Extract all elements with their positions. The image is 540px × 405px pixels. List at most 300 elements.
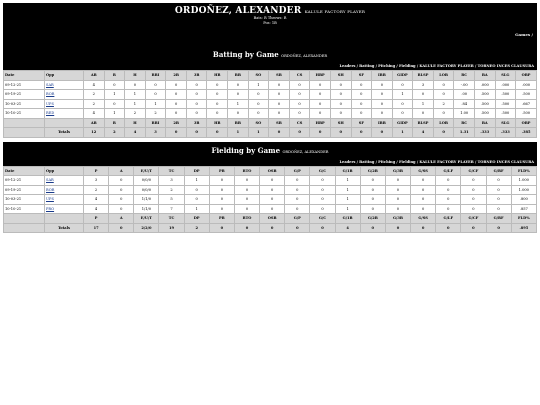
stat-cell: 0 — [207, 99, 228, 109]
stat-cell: .500 — [495, 90, 516, 100]
opponent-link[interactable]: UPS — [45, 195, 84, 205]
stat-cell: 0 — [234, 176, 259, 186]
stat-cell: .500 — [516, 90, 537, 100]
stat-cell: 0 — [486, 195, 511, 205]
total-cell: 0 — [234, 223, 259, 233]
column-header: Opp — [45, 71, 84, 81]
column-header: PB — [209, 166, 234, 176]
stat-cell: 0 — [209, 195, 234, 205]
stat-cell: 1 — [104, 109, 125, 119]
column-header: G/3B — [385, 214, 410, 224]
stat-cell: 1.000 — [511, 176, 536, 186]
game-date: 09-19-21 — [4, 185, 45, 195]
column-header: BA — [474, 118, 495, 128]
stat-cell: 0 — [104, 80, 125, 90]
table-row — [4, 195, 537, 205]
stat-cell: 1 — [335, 204, 360, 214]
total-cell: 0 — [372, 128, 393, 138]
column-header: LOB — [433, 71, 454, 81]
stat-cell: 0 — [310, 204, 335, 214]
stat-cell: .00 — [454, 90, 475, 100]
stat-cell: 2 — [145, 109, 166, 119]
table-row — [4, 204, 537, 214]
column-header: RLSP — [413, 118, 434, 128]
stat-cell: 0 — [413, 109, 434, 119]
stat-cell: 0 — [310, 109, 331, 119]
column-header: G/SS — [411, 214, 436, 224]
stat-cell: 0 — [392, 99, 413, 109]
stat-cell: .000 — [474, 80, 495, 90]
totals-label: Totals — [45, 128, 84, 138]
stat-cell: 0 — [360, 195, 385, 205]
game-date: 09-12-21 — [4, 176, 45, 186]
stat-cell: 0 — [269, 80, 290, 90]
total-cell — [4, 223, 45, 233]
column-header: RC — [454, 71, 475, 81]
stat-cell: 0 — [330, 109, 351, 119]
stat-cell: 0 — [166, 109, 187, 119]
stat-cell: 1 — [228, 99, 249, 109]
stat-cell: .84 — [454, 99, 475, 109]
stat-cell: 0 — [351, 80, 372, 90]
column-header: G/2B — [360, 166, 385, 176]
stat-cell: 0 — [411, 204, 436, 214]
column-header: SF — [351, 118, 372, 128]
stat-cell: .500 — [495, 109, 516, 119]
stat-cell: 0 — [486, 204, 511, 214]
stat-cell: 1 — [248, 80, 269, 90]
column-header: Date — [4, 71, 45, 81]
stat-cell: 0 — [145, 80, 166, 90]
stat-cell: 1 — [392, 90, 413, 100]
column-header: OSB — [260, 166, 285, 176]
stat-cell: 0 — [260, 185, 285, 195]
column-header: TC — [159, 166, 184, 176]
stat-cell: 0 — [289, 99, 310, 109]
stat-cell: 0 — [310, 195, 335, 205]
column-header: GIDP — [392, 118, 413, 128]
stat-cell: 1.00 — [454, 109, 475, 119]
column-header: G/LF — [436, 166, 461, 176]
column-header: G/1B — [335, 166, 360, 176]
stat-cell: 0 — [289, 109, 310, 119]
game-date: 10-10-21 — [4, 109, 45, 119]
stat-cell: 0 — [248, 99, 269, 109]
stat-cell: 7 — [159, 204, 184, 214]
column-header: FLD% — [511, 166, 536, 176]
column-header: G/P — [285, 166, 310, 176]
stat-cell: 0 — [207, 80, 228, 90]
table-row — [4, 90, 537, 100]
games-link[interactable]: Games / — [515, 32, 533, 37]
column-header: 2B — [166, 71, 187, 81]
column-header: P — [84, 214, 109, 224]
game-date: 09-19-21 — [4, 90, 45, 100]
column-header: SB — [269, 118, 290, 128]
opponent-link[interactable]: SAR — [45, 80, 84, 90]
table-row — [4, 80, 537, 90]
stat-cell: 0 — [186, 109, 207, 119]
stat-cell: 2 — [84, 99, 105, 109]
column-header: HBP — [310, 71, 331, 81]
stat-cell: 0 — [260, 195, 285, 205]
column-header: SH — [330, 118, 351, 128]
stat-cell: 1/1/0 — [134, 204, 159, 214]
fielding-subtitle: ORDOÑEZ, ALEXANDER — [282, 149, 329, 154]
column-header: OBP — [516, 71, 537, 81]
stat-cell: .500 — [474, 109, 495, 119]
column-header: BA — [474, 71, 495, 81]
total-cell: 0 — [289, 128, 310, 138]
column-header: IBB — [372, 118, 393, 128]
stat-cell: 1 — [125, 99, 146, 109]
opponent-link[interactable]: BOR — [45, 90, 84, 100]
stat-cell: 0 — [228, 80, 249, 90]
batting-nav-links[interactable]: Leaders / Batting / Pitching / Fielding / KALULE FACTORY PLAYER / TORNEO INCES CLAUSURA — [3, 63, 537, 70]
total-cell: 1 — [228, 128, 249, 138]
stat-cell: 0 — [310, 99, 331, 109]
stat-cell: .000 — [516, 80, 537, 90]
stat-cell: 0 — [104, 99, 125, 109]
total-cell: 0 — [285, 223, 310, 233]
column-header — [45, 214, 84, 224]
column-header: SLG — [495, 118, 516, 128]
column-header: HR — [207, 71, 228, 81]
fielding-header — [3, 142, 537, 159]
game-date: 10-03-21 — [4, 195, 45, 205]
column-header: RC — [454, 118, 475, 128]
stat-cell: 0 — [385, 176, 410, 186]
stat-cell: 0 — [289, 80, 310, 90]
stat-cell: 0 — [411, 176, 436, 186]
column-header: P — [84, 166, 109, 176]
column-header: G/CF — [461, 166, 486, 176]
opponent-link[interactable]: UPS — [45, 99, 84, 109]
game-date: 09-12-21 — [4, 80, 45, 90]
stat-cell: 0 — [436, 185, 461, 195]
total-cell: 2/2/0 — [134, 223, 159, 233]
stat-cell: 2 — [84, 90, 105, 100]
stat-cell: 0 — [310, 176, 335, 186]
stat-cell: .000 — [495, 80, 516, 90]
stat-cell: 0 — [125, 80, 146, 90]
total-cell: .333 — [495, 128, 516, 138]
column-header: G/CF — [461, 214, 486, 224]
stat-cell: 0 — [433, 80, 454, 90]
column-header: HBP — [310, 118, 331, 128]
stat-cell: 0 — [372, 90, 393, 100]
stat-cell: 0 — [209, 176, 234, 186]
table-row — [4, 185, 537, 195]
stat-cell: 1 — [104, 90, 125, 100]
column-header: SF — [351, 71, 372, 81]
total-cell: 0 — [433, 128, 454, 138]
stat-cell: 0 — [436, 195, 461, 205]
stat-cell: .500 — [474, 90, 495, 100]
stat-cell: 0/0/0 — [134, 185, 159, 195]
stat-cell: 0 — [372, 99, 393, 109]
total-cell: 19 — [159, 223, 184, 233]
stat-cell: 2 — [125, 109, 146, 119]
stat-cell: 0 — [109, 176, 134, 186]
opponent-link[interactable]: RED — [45, 109, 84, 119]
stat-cell: 0 — [330, 99, 351, 109]
stat-cell: 0 — [436, 176, 461, 186]
stat-cell: 0 — [285, 195, 310, 205]
stat-cell: 2 — [159, 185, 184, 195]
stat-cell: 1 — [145, 99, 166, 109]
stat-cell: .667 — [516, 99, 537, 109]
stat-cell: 0 — [207, 90, 228, 100]
column-header: R — [104, 71, 125, 81]
column-header: E/U/T — [134, 166, 159, 176]
stat-cell: 5 — [159, 195, 184, 205]
table-row — [4, 176, 537, 186]
batting-header — [3, 46, 537, 63]
stat-cell: 0 — [234, 185, 259, 195]
repeat-header-row — [4, 214, 537, 224]
column-header: TC — [159, 214, 184, 224]
total-cell: 0 — [207, 128, 228, 138]
total-cell: 0 — [461, 223, 486, 233]
column-header: G/LF — [436, 214, 461, 224]
opponent-link[interactable]: PRO — [45, 204, 84, 214]
column-header: CS — [289, 118, 310, 128]
total-cell: 1.31 — [454, 128, 475, 138]
total-cell: 2 — [104, 128, 125, 138]
total-cell — [4, 128, 45, 138]
stat-cell: 0 — [330, 90, 351, 100]
stat-cell: 4 — [84, 195, 109, 205]
stat-cell: .800 — [511, 195, 536, 205]
column-header: BB — [228, 71, 249, 81]
stat-cell: -.00 — [454, 80, 475, 90]
total-cell: 0 — [360, 223, 385, 233]
stat-cell: 3 — [84, 176, 109, 186]
stat-cell: 0 — [385, 185, 410, 195]
column-header: RTO — [234, 214, 259, 224]
column-header: CS — [289, 71, 310, 81]
stat-cell: 0 — [184, 185, 209, 195]
stat-cell: 4 — [84, 80, 105, 90]
stat-cell: 2 — [84, 185, 109, 195]
total-cell: 17 — [84, 223, 109, 233]
stat-cell: 0 — [360, 185, 385, 195]
table-row — [4, 99, 537, 109]
column-header: SLG — [495, 71, 516, 81]
total-cell: 0 — [109, 223, 134, 233]
total-cell: 0 — [330, 128, 351, 138]
stat-cell: 0 — [461, 176, 486, 186]
stat-cell: 0 — [461, 195, 486, 205]
stat-cell: 0 — [385, 195, 410, 205]
stat-cell: 0 — [433, 90, 454, 100]
stat-cell: 0 — [269, 109, 290, 119]
total-cell: 0 — [186, 128, 207, 138]
fielding-table — [3, 166, 537, 234]
stat-cell: 0 — [186, 90, 207, 100]
fielding-title: Fielding by Game — [211, 145, 281, 155]
batting-subtitle: ORDOÑEZ, ALEXANDER — [281, 54, 328, 58]
fielding-header-row — [4, 166, 537, 176]
stat-cell: 0 — [269, 99, 290, 109]
stat-cell: 0 — [186, 80, 207, 90]
stat-cell: 0 — [289, 90, 310, 100]
total-cell: 0 — [260, 223, 285, 233]
stat-cell: 0 — [209, 185, 234, 195]
column-header: SB — [269, 71, 290, 81]
column-header: G/3B — [385, 166, 410, 176]
stat-cell: 0 — [461, 204, 486, 214]
opponent-link[interactable]: BOR — [45, 185, 84, 195]
stat-cell: 1 — [413, 99, 434, 109]
column-header: SO — [248, 118, 269, 128]
stat-cell: 0 — [109, 195, 134, 205]
stat-cell: 0 — [411, 195, 436, 205]
stat-cell: 0 — [310, 80, 331, 90]
totals-row — [4, 223, 537, 233]
column-header: SH — [330, 71, 351, 81]
page — [3, 3, 537, 233]
player-header — [3, 3, 537, 46]
stat-cell: 2 — [433, 99, 454, 109]
stat-cell: 1.000 — [511, 185, 536, 195]
column-header: FLD% — [511, 214, 536, 224]
stat-cell: 0 — [234, 195, 259, 205]
total-cell: 0 — [310, 223, 335, 233]
player-position: Pos: 1B — [263, 21, 277, 25]
column-header — [4, 214, 45, 224]
stat-cell: 0 — [360, 204, 385, 214]
total-cell: .333 — [474, 128, 495, 138]
stat-cell: 0 — [285, 204, 310, 214]
column-header: OBP — [516, 118, 537, 128]
batting-table — [3, 70, 537, 138]
game-date: 10-03-21 — [4, 99, 45, 109]
column-header: G/RF — [486, 214, 511, 224]
column-header: RTO — [234, 166, 259, 176]
column-header: 2B — [166, 118, 187, 128]
stat-cell: 0 — [413, 90, 434, 100]
stat-cell: 0 — [310, 90, 331, 100]
column-header: RBI — [145, 71, 166, 81]
column-header: 3B — [186, 118, 207, 128]
stat-cell: 0 — [207, 109, 228, 119]
column-header: G/P — [285, 214, 310, 224]
stat-cell: 0 — [433, 109, 454, 119]
total-cell: 4 — [413, 128, 434, 138]
column-header: G/2B — [360, 214, 385, 224]
column-header — [4, 118, 45, 128]
stat-cell: 0 — [228, 109, 249, 119]
column-header: SO — [248, 71, 269, 81]
player-name: ORDOÑEZ, ALEXANDER — [174, 6, 302, 16]
total-cell: .385 — [516, 128, 537, 138]
column-header: Opp — [45, 166, 84, 176]
stat-cell: 0 — [260, 176, 285, 186]
column-header: G/SS — [411, 166, 436, 176]
stat-cell: 0 — [248, 109, 269, 119]
stat-cell: 0 — [392, 80, 413, 90]
stat-cell: 0 — [228, 90, 249, 100]
column-header: IBB — [372, 71, 393, 81]
batting-title: Batting by Game — [212, 50, 279, 59]
column-header: G/RF — [486, 166, 511, 176]
stat-cell: 1 — [335, 176, 360, 186]
stat-cell: 4 — [84, 204, 109, 214]
total-cell: 4 — [125, 128, 146, 138]
total-cell: 0 — [436, 223, 461, 233]
column-header: G/C — [310, 214, 335, 224]
stat-cell: 0 — [285, 176, 310, 186]
column-header: G/C — [310, 166, 335, 176]
stat-cell: 0 — [166, 90, 187, 100]
stat-cell: 1/1/0 — [134, 195, 159, 205]
stat-cell: 0/0/0 — [134, 176, 159, 186]
column-header: A — [109, 166, 134, 176]
stat-cell: 0 — [269, 90, 290, 100]
stat-cell: 0 — [260, 204, 285, 214]
total-cell: 4 — [335, 223, 360, 233]
total-cell: 1 — [392, 128, 413, 138]
stat-cell: 0 — [351, 90, 372, 100]
stat-cell: 0 — [486, 176, 511, 186]
stat-cell: 0 — [166, 80, 187, 90]
column-header: LOB — [433, 118, 454, 128]
stat-cell: 0 — [248, 90, 269, 100]
total-cell: 0 — [486, 223, 511, 233]
stat-cell: 1 — [184, 204, 209, 214]
stat-cell: 0 — [486, 185, 511, 195]
total-cell: 0 — [209, 223, 234, 233]
column-header: BB — [228, 118, 249, 128]
column-header: AB — [84, 71, 105, 81]
stat-cell: 4 — [84, 109, 105, 119]
stat-cell: 0 — [285, 185, 310, 195]
column-header: DP — [184, 166, 209, 176]
stat-cell: 0 — [330, 80, 351, 90]
column-header: HR — [207, 118, 228, 128]
batting-header-row — [4, 71, 537, 81]
stat-cell: 0 — [372, 80, 393, 90]
column-header: 3B — [186, 71, 207, 81]
stat-cell: 1 — [335, 195, 360, 205]
stat-cell: 0 — [392, 109, 413, 119]
total-cell: 12 — [84, 128, 105, 138]
stat-cell: 0 — [310, 185, 335, 195]
stat-cell: .500 — [516, 109, 537, 119]
total-cell: 1 — [248, 128, 269, 138]
stat-cell: 0 — [461, 185, 486, 195]
total-cell: 0 — [310, 128, 331, 138]
total-cell: .895 — [511, 223, 536, 233]
stat-cell: 0 — [184, 195, 209, 205]
stat-cell: .500 — [495, 99, 516, 109]
column-header: H — [125, 71, 146, 81]
stat-cell: 0 — [109, 204, 134, 214]
column-header: R — [104, 118, 125, 128]
column-header: A — [109, 214, 134, 224]
column-header: E/U/T — [134, 214, 159, 224]
stat-cell: 0 — [209, 204, 234, 214]
repeat-header-row — [4, 118, 537, 128]
opponent-link[interactable]: SAR — [45, 176, 84, 186]
total-cell: 2 — [184, 223, 209, 233]
stat-cell: 0 — [109, 185, 134, 195]
stat-cell: 3 — [159, 176, 184, 186]
fielding-nav-links[interactable]: Leaders / Batting / Pitching / Fielding / KALULE FACTORY PLAYER / TORNEO INCES CLAUSURA — [3, 159, 537, 166]
stat-cell: 0 — [360, 176, 385, 186]
